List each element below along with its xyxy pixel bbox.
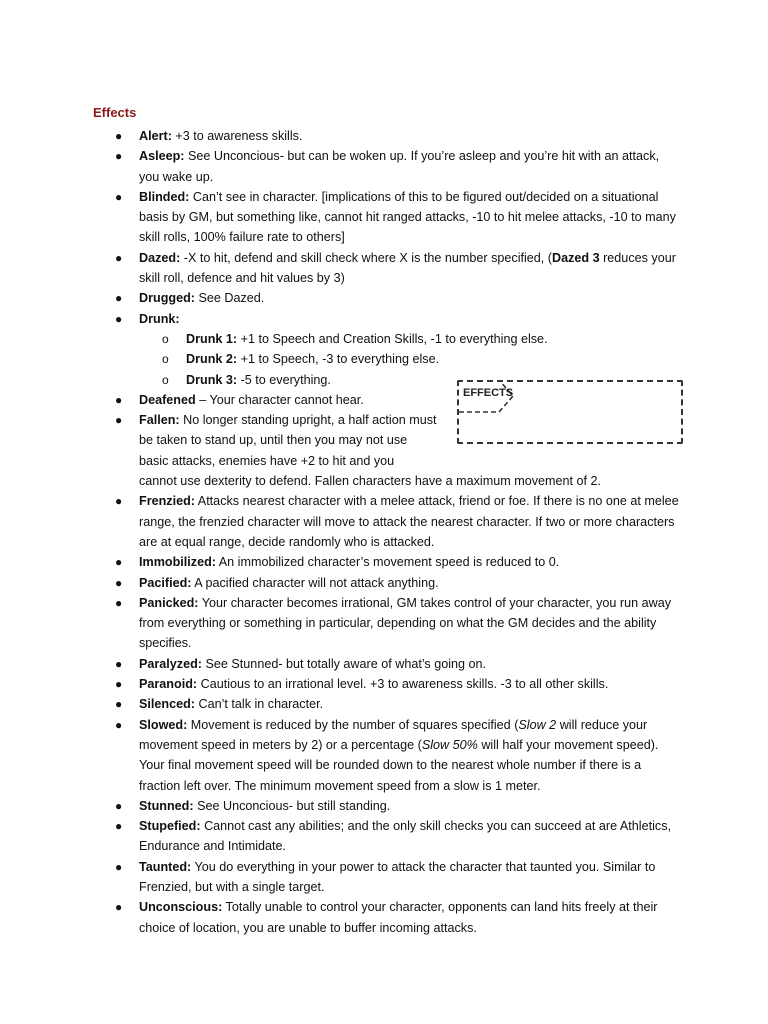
item-text: See Stunned- but totally aware of what’s going on. (202, 656, 487, 671)
item-text-cont: will half your movement speed). Your final movement speed will be rounded down to the nearest whole number if there is a fraction left over. The minimum movement speed from a slow is 1 meter. (139, 737, 659, 793)
sub-item-term: Drunk 2: (186, 352, 238, 367)
sub-item-text: +1 to Speech, -3 to everything else. (237, 352, 440, 367)
bullet-icon: ● (115, 189, 123, 204)
sub-item-term: Drunk 3: (186, 372, 238, 387)
item-text: Your character becomes irrational, GM takes control of your character, you run away from everything or something in particular, depending on what the GM decides and the ability specifies. (139, 595, 671, 651)
list-item-paralyzed (0, 654, 679, 674)
list-item-slowed (0, 715, 679, 796)
list-item-drugged (0, 288, 679, 308)
item-text-cont: reduces your skill roll, defence and hit values by 3) (139, 250, 676, 286)
item-text: An immobilized character’s movement speed is reduced to 0. (215, 555, 560, 570)
item-text: Can’t talk in character. (195, 697, 324, 712)
section-heading: Effects (93, 105, 137, 120)
item-term: Stupefied: (139, 819, 201, 834)
list-item-drunk (0, 309, 679, 329)
sub-item-drunk-1 (0, 329, 666, 349)
list-item-taunted (0, 857, 679, 898)
item-text: No longer standing upright, a half action must be taken to stand up, until then you may not use basic attacks, enemies have +2 to hit and you (139, 413, 437, 468)
item-term: Drunk: (139, 311, 180, 326)
sub-item-drunk-3 (0, 370, 666, 390)
bullet-icon: ● (115, 656, 123, 671)
bullet-icon: ● (115, 149, 123, 164)
item-term: Asleep: (139, 149, 185, 164)
list-item-alert (0, 126, 679, 146)
circle-bullet-icon: o (162, 372, 169, 387)
bullet-icon: ● (115, 129, 123, 143)
item-term: Paralyzed: (139, 656, 202, 671)
list-item-panicked (0, 593, 679, 654)
item-term: Deafened (139, 392, 196, 407)
bullet-icon: ● (115, 250, 123, 265)
item-text-cont: cannot use dexterity to defend. Fallen characters have a maximum movement of 2. (139, 474, 602, 489)
bullet-icon: ● (115, 595, 123, 610)
bullet-icon: ● (115, 900, 123, 915)
item-term: Alert: (139, 129, 172, 143)
item-text: Totally unable to control your character, opponents can land hits freely at their choice of location, you are unable to buffer incoming attacks. (139, 900, 658, 935)
sub-item-text: -5 to everything. (237, 372, 331, 387)
circle-bullet-icon: o (162, 352, 169, 367)
list-item-deafened (0, 390, 679, 410)
item-text: Attacks nearest character with a melee attack, friend or foe. If there is no one at melee range, the frenzied character will move to attack the nearest character. If two or more characters are at equal range, decide randomly who is attacked. (139, 494, 679, 549)
item-text: – Your character cannot hear. (195, 392, 364, 407)
bullet-icon: ● (115, 392, 123, 407)
item-term: Paranoid: (139, 677, 198, 692)
list-item-paranoid (0, 674, 679, 694)
bullet-icon: ● (115, 819, 123, 834)
list-item-frenzied (0, 491, 679, 552)
sub-item-term: Drunk 1: (186, 331, 238, 346)
bullet-icon: ● (115, 677, 123, 692)
sub-item-text: +1 to Speech and Creation Skills, -1 to everything else. (237, 331, 548, 346)
effects-list (0, 126, 768, 938)
item-text: A pacified character will not attack anything. (191, 575, 439, 590)
item-term: Unconscious: (139, 900, 223, 915)
item-text: Cautious to an irrational level. +3 to awareness skills. -3 to all other skills. (197, 677, 609, 692)
item-term: Slowed: (139, 717, 188, 732)
item-text-cont: will reduce your movement speed in meters by 2) or a percentage ( (139, 717, 648, 752)
item-term: Drugged: (139, 291, 195, 306)
item-term: Pacified: (139, 575, 192, 590)
list-item-silenced (0, 694, 679, 714)
bullet-icon: ● (115, 575, 123, 590)
effects-label: EFFECTS (463, 387, 514, 399)
item-term: Stunned: (139, 798, 194, 813)
item-term: Frenzied: (139, 494, 195, 509)
item-term: Taunted: (139, 859, 192, 874)
item-term: Silenced: (139, 697, 195, 712)
item-text: Movement is reduced by the number of squares specified ( (187, 717, 519, 732)
list-item-stunned (0, 796, 679, 816)
item-inline-term: Dazed 3 (552, 250, 600, 265)
item-text: Cannot cast any abilities; and the only skill checks you can succeed at are Athletics, Endurance and Intimidate. (139, 819, 671, 854)
item-text: See Unconcious- but can be woken up. If you’re asleep and you’re hit with an attack, you wake up. (139, 149, 660, 184)
item-text: See Dazed. (194, 291, 265, 306)
item-term: Fallen: (139, 413, 180, 428)
bullet-icon: ● (115, 555, 123, 570)
list-item-pacified (0, 573, 679, 593)
item-term: Dazed: (139, 250, 181, 265)
bullet-icon: ● (115, 413, 123, 428)
sub-item-drunk-2 (0, 349, 666, 369)
list-item-fallen (0, 410, 679, 491)
item-term: Panicked: (139, 595, 199, 610)
list-item-immobilized (0, 552, 679, 572)
bullet-icon: ● (115, 798, 123, 813)
bullet-icon: ● (115, 697, 123, 712)
item-term: Blinded: (139, 189, 190, 204)
list-item-dazed (0, 248, 679, 289)
list-item-blinded (0, 187, 679, 248)
item-text: -X to hit, defend and skill check where X is the number specified, ( (180, 250, 552, 265)
fallen-wrapped-text (139, 410, 439, 471)
item-text: You do everything in your power to attack the character that taunted you. Similar to Frenzied, but with a single target. (139, 859, 656, 894)
item-text: +3 to awareness skills. (171, 129, 303, 143)
item-emphasis: Slow 50% (421, 737, 478, 752)
bullet-icon: ● (115, 859, 123, 874)
list-item-stupefied (0, 816, 679, 857)
item-text: Can’t see in character. [implications of this to be figured out/decided on a situational basis by GM, but something like, cannot hit ranged attacks, -10 to hit melee attacks, -10 to many skill rolls, 100% failure rate to others] (139, 189, 676, 245)
list-item-unconscious (0, 897, 679, 938)
list-item-asleep (0, 146, 679, 187)
bullet-icon: ● (115, 717, 123, 732)
item-emphasis: Slow 2 (518, 717, 557, 732)
item-term: Immobilized: (139, 555, 216, 570)
circle-bullet-icon: o (162, 331, 169, 346)
bullet-icon: ● (115, 311, 123, 326)
bullet-icon: ● (115, 291, 123, 306)
item-text: See Unconcious- but still standing. (193, 798, 391, 813)
bullet-icon: ● (115, 494, 123, 509)
